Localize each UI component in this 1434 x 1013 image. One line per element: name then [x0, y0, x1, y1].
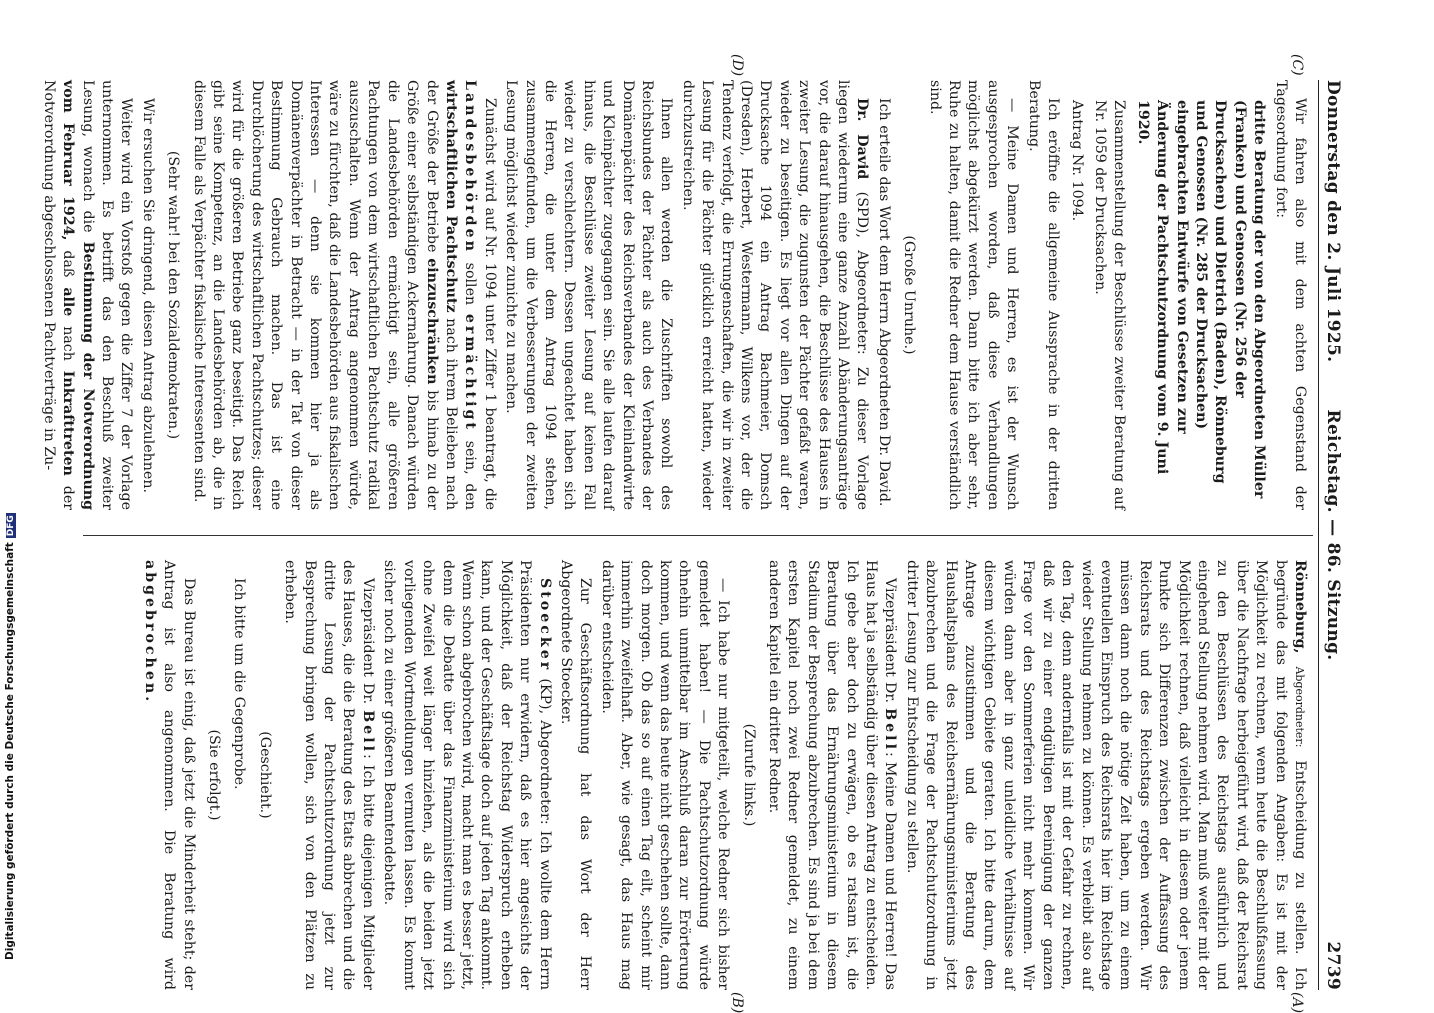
interjection: (Zurufe links.)	[740, 723, 757, 827]
agenda-item-heading: dritte Beratung der von den Abgeordneten Müller (Franken) und Genossen (Nr. 256 der Drucksachen) und Dietrich (Baden), Rönneburg und Genossen (Nr. 285 der Drucksachen) eingebrachten Entwürfe von Gesetzen zur Änderung der Pachtschutzordnung vom 9. Juni 1920.	[1134, 100, 1268, 499]
text-column-left	[36, 80, 1309, 510]
paragraph: Wir ersuchen Sie dringend, diesen Antrag abzulehnen.	[139, 98, 156, 493]
scanned-page	[40, 54, 1345, 1013]
paragraph: Wir fahren also mit dem achten Gegenstand der Tagesordnung fort:	[1272, 80, 1308, 510]
agenda-subitem: Zusammenstellung der Beschlüsse zweiter Beratung auf Nr. 1059 der Drucksachen.	[1091, 100, 1128, 510]
speech-david: Dr. David (SPD), Abgeordneter: Zu dieser Vorlage liegen wiederum eine ganze Anzahl Abänderungsanträge vor, die darauf hinausgehen, die Beschlüsse des Hauses in zweiter Lesung, die zugunsten der Pächter gefaßt waren, wieder zu beseitigen. Es liegt vor allen Dingen auf der Drucksache 1094 ein Antrag Bachmeier, Domsch (Dresden), Herbert, Westermann, Wilkens vor, der die Tendenz verfolgt, die Errungenschaften, die wir in zweiter Lesung für die Pächter glücklich erreicht hatten, wieder durchzustreichen.	[679, 80, 871, 511]
speech-bell-2: Vizepräsident Dr. Bell: Ich bitte diejenigen Mitglieder des Hauses, die die Beratung des Etats abbrechen und die dritte Lesung der Pachtschutzordnung jetzt zur Besprechung bringen wollen, sich von den Plätzen zu erheben.	[282, 560, 376, 990]
page-number: 2739	[1323, 941, 1343, 990]
paragraph: Das Bureau ist einig, daß jetzt die Minderheit steht; der Antrag ist also angenommen. Die Beratung wird abgebrochen.	[141, 560, 197, 990]
column-divider	[83, 535, 1313, 536]
speech-stoecker: Stoecker (KP), Abgeordneter: Ich wollte dem Herrn Präsidenten nur erwidern, daß es hier angesichts der Möglichkeit, daß der Reichstag Widerspruch erheben kann, und der Geschäftslage doch auf jeden Tag ankommt. Wenn schon abgebrochen wird, macht man es besser jetzt, denn die Debatte über das Finanzministerium wird sich ohne Zweifel weit länger hinziehen, als die beiden jetzt vorliegenden Wortmeldungen vermuten lassen. Es kommt sicher noch zu einer größeren Beamtendebatte.	[381, 560, 553, 990]
margin-mark-c: (C)	[1289, 54, 1305, 76]
header-title: Reichstag. — 86. Sitzung.	[1323, 409, 1343, 661]
margin-mark-d: (D)	[729, 54, 745, 77]
speaker-name: Dr. David	[854, 98, 871, 180]
speaker-name: Bell	[359, 710, 376, 754]
paragraph: Weiter wird ein Vorstoß gegen die Ziffer 7 der Vorlage unternommen. Es betrifft das den Beschluß zweiter Lesung, wonach die Bestimmung der Notverordnung vom Februar 1924, daß alle nach Inkrafttreten der Notverordnung abgeschlossenen Pachtverträge in Zu-	[40, 80, 135, 511]
speaker-name: Bell	[882, 708, 899, 752]
interjection: (Sie erfolgt.)	[206, 729, 223, 821]
speech-bell: Vizepräsident Dr. Bell: Meine Damen und Herren! Das Haus hat ja selbständig über diesen Antrag zu entscheiden. Ich gebe aber doch zu erwägen, ob es ratsam ist, die Beratung über das Ernährungsministerium in diesem Stadium der Besprechung abzubrechen. Es sind ja bei dem ersten Kapitel noch zwei Redner gemeldet, zu einem anderen Kapitel ein dritter Redner.	[766, 560, 899, 991]
interjection: (Sehr wahr! bei den Sozialdemokraten.)	[165, 150, 182, 440]
dfg-logo-icon: DFG	[6, 515, 16, 537]
margin-mark-a: (A)	[1289, 992, 1305, 1013]
paragraph: Zur Geschäftsordnung hat das Wort der Herr Abgeordnete Stoecker.	[557, 560, 594, 990]
paragraph: Ich eröffne die allgemeine Aussprache in der dritten Beratung.	[1025, 80, 1062, 510]
digitization-credit: Digitalisierung gefördert durch die Deutsche ForschungsgemeinschaftDFG	[4, 515, 16, 960]
agenda-item-title: Änderung der Pachtschutzordnung vom 9. Juni 1920.	[1134, 100, 1171, 475]
paragraph: — Meine Damen und Herren, es ist der Wunsch ausgesprochen worden, daß diese Verhandlungen möglichst abgekürzt werden. Dann bitte ich aber sehr, Ruhe zu halten, damit die Redner dem Hause verständlich sind.	[926, 80, 1021, 510]
paragraph: — Ich habe nur mitgeteilt, welche Redner sich bisher gemeldet haben! — Die Pachtschutzordnung würde ohnehin unmittelbar im Anschluß daran zur Erörterung kommen, und wenn das heute nicht geschehen sollte, dann doch morgen. Ob das so auf einen Tag eilt, scheint mir immerhin zweifelhaft. Aber, wie gesagt, das Haus mag darüber entscheiden.	[598, 560, 732, 990]
page-header	[1318, 80, 1345, 990]
paragraph: Ich bitte um die Gegenprobe.	[231, 578, 248, 790]
interjection: (Geschieht.)	[256, 731, 273, 819]
text-column-right	[137, 560, 1309, 990]
header-date: Donnerstag den 2. Juli 1925.	[1323, 80, 1343, 363]
emphasis-text: abgebrochen.	[141, 560, 158, 705]
paragraph: Ich erteile das Wort dem Herrn Abgeordneten Dr. David.	[875, 98, 892, 507]
agenda-subitem: Antrag Nr. 1094.	[1068, 100, 1085, 222]
margin-mark-b: (B)	[729, 992, 745, 1013]
speech-roenneburg: Rönneburg, Abgeordneter: Entscheidung zu stellen. Ich begründe das mit folgenden Angaben: Es ist mit der Möglichkeit zu rechnen, wenn heute die Beschlußfassung über die Nachfrage herbeigeführt wird, daß der Reichsrat zu den Beschlüssen des Reichstags ausführlich und eingehend Stellung nehmen wird. Man muß weiter mit der Möglichkeit rechnen, daß vielleicht in diesem oder jenem Punkte sich Differenzen zwischen der Auffassung des Reichsrats und des Reichstags ergeben werden. Wir müssen dann noch die nötige Zeit haben, um zu einem eventuellen Einspruch des Reichsrats hier im Reichstage wieder Stellung nehmen zu können. Es verbleibt also auf den Tag, denn andernfalls ist mit der Gefahr zu rechnen, daß wir zu einer endgültigen Bereinigung der ganzen Frage vor den Sommerferien nicht mehr kommen. Wir würden dann aber in ganz unleidliche Verhältnisse auf diesem wichtigen Gebiete geraten. Ich bitte darum, dem Antrage zuzustimmen und die Beratung des Haushaltsplans des Reichsernährungsministeriums jetzt abzubrechen und die Frage der Pachtschutzordnung in dritter Lesung zur Entscheidung zu stellen.	[903, 560, 1308, 990]
paragraph: Ihnen allen werden die Zuschriften sowohl des Reichsbundes der Pächter als auch des Verbandes der Domänenpächter des Reichsverbandes der Kleinlandwirte und Kleinpächter zugegangen sein. Sie alle laufen darauf hinaus, die Beschlüsse zweiter Lesung auf keinen Fall wieder zu verschlechtern. Dessen ungeachtet haben sich die Herren, die unter dem Antrag 1094 stehen, zusammengefunden, um die Verbesserungen der zweiten Lesung möglichst wieder zunichte zu machen.	[503, 80, 675, 510]
paragraph: Zunächst wird auf Nr. 1094 unter Ziffer 1 beantragt, die Landesbehörden sollen ermächtigt sein, den wirtschaftlichen Pachtschutz nach ihrem Belieben nach der Größe der Betriebe einzuschränken bis hinab zu der Größe einer selbständigen Ackernahrung. Danach würden die Landesbehörden ermächtigt sein, alle größeren Pachtungen von dem wirtschaftlichen Pachtschutz radikal auszuschalten. Wenn der Antrag angenommen würde, wäre zu fürchten, daß die Landesbehörden aus fiskalischen Interessen — denn sie kommen hier ja als Domänenverpächter in Betracht — in der Tat von dieser Bestimmung Gebrauch machen. Das ist eine Durchlöcherung des wirtschaftlichen Pachtschutzes; dieser wird für die größeren Betriebe ganz beseitigt. Das Reich gibt seine Kompetenz, an die Landesbehörden ab, die in diesem Falle als Verpächter fiskalische Interessenten sind.	[190, 80, 498, 511]
speaker-name: Rönneburg,	[1292, 560, 1308, 654]
interjection: (Große Unruhe.)	[901, 235, 918, 355]
speaker-name: Stoecker	[536, 578, 553, 673]
